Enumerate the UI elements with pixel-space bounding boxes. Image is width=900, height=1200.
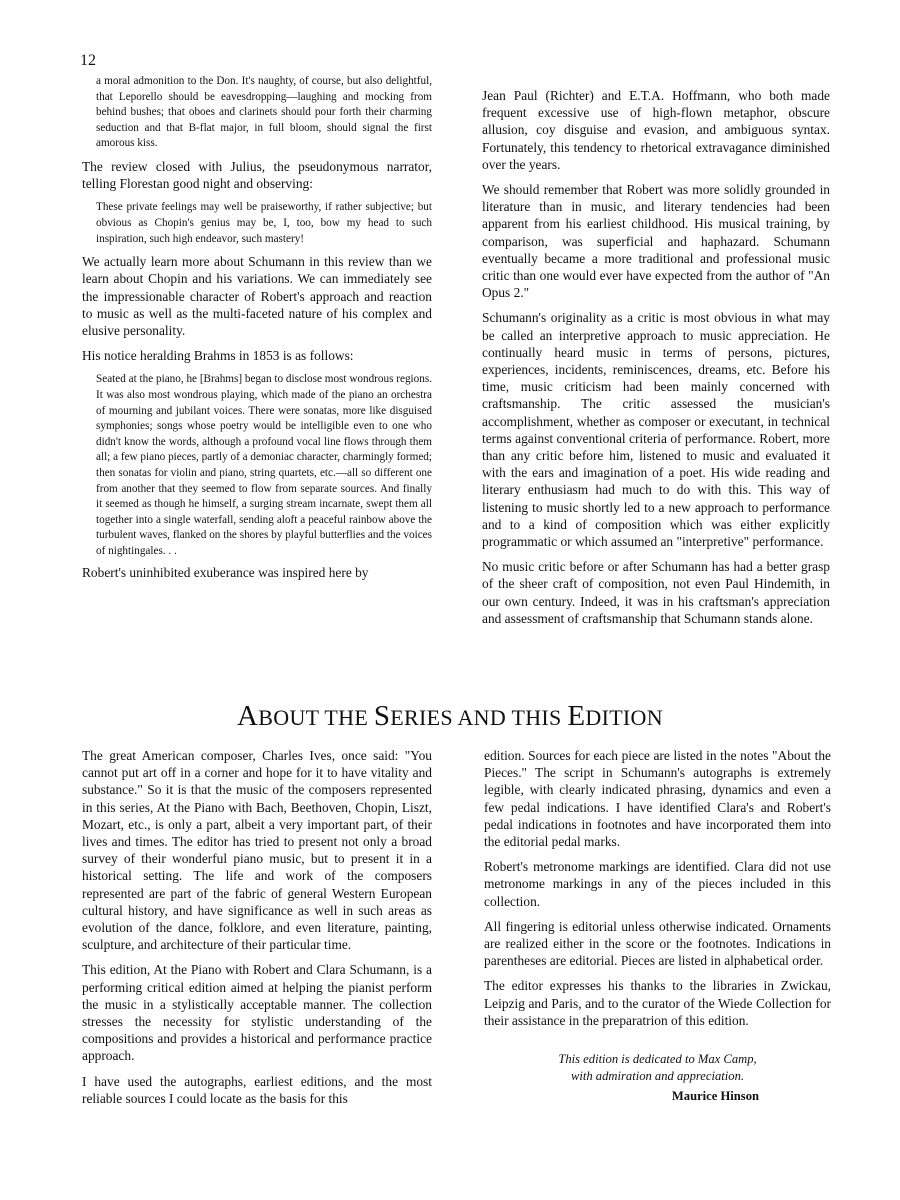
paragraph: No music critic before or after Schumann has had a better grasp of the sheer craft of composition, not even Paul Hindemith, in our own century. Indeed, it was in his craftsman's appreciation and assessment of craftsmanship that Schumann stands alone. xyxy=(482,559,830,626)
paragraph: Schumann's originality as a critic is most obvious in what may be called an interpretive approach to music appreciation. He continually heard music in terms of persons, pictures, experiences, incidents, reminiscences, dreams, etc. Before his time, music criticism had been mainly concerned with craftsmanship. The critic assessed the musician's accomplishment, whether as composer or executant, in technical terms against conventional criteria of performance. Robert, more than any critic before him, listened to music and evaluated it with the ears and imagination of a poet. His wide reading and literary enthusiasm had much to do with this. This way of listening to music shortly led to a new approach to performance and to a kind of composition which was either explicitly programmatic or which assumed an "interpretive" performance. xyxy=(482,310,830,550)
brahms-quote: Seated at the piano, he [Brahms] began to disclose most wondrous regions. It was also most wondrous playing, which made of the piano an orchestra of mourning and jubilant voices. There were sonatas, more like disguised symphonies; songs whose poetry would be intelligible even to one who didn't know the words, although a profound vocal line flows through them all; a few piano pieces, partly of a demoniac character, charmingly formed; then sonatas for violin and piano, string quartets, etc.—all so different one from another that they seemed to flow from separate sources. And finally it seemed as though he himself, a surging stream incarnate, swept them all together into a single waterfall, sending aloft a peaceful rainbow above the turbulent waves, flanked on the shores by playful butterflies and the voices of nightingales. . . xyxy=(96,373,432,557)
dedication xyxy=(484,1051,831,1085)
top-left-column xyxy=(82,74,432,589)
heading-initial: S xyxy=(373,700,391,732)
heading-initial: A xyxy=(237,700,259,732)
section-heading xyxy=(0,700,900,733)
paragraph: Jean Paul (Richter) and E.T.A. Hoffmann, who both made frequent excessive use of high-flown metaphor, obscure allusion, coy disguise and evasion, and ambiguous syntax. Fortunately, this tendency to rhetorical extravagance diminished over the years. xyxy=(482,88,830,172)
bottom-right-column xyxy=(484,747,831,1104)
heading-smallcaps: DITION xyxy=(585,705,663,730)
paragraph: The review closed with Julius, the pseudonymous narrator, telling Florestan good night and observing: xyxy=(82,158,432,192)
top-right-column xyxy=(482,87,830,635)
heading-initial: E xyxy=(567,700,586,732)
paragraph: The editor expresses his thanks to the libraries in Zwickau, Leipzig and Paris, and to the curator of the Wiede Collection for their assistance in the preparatrion of this edition. xyxy=(484,978,831,1028)
paragraph: We actually learn more about Schumann in this review than we learn about Chopin and his variations. We can immediately see the impressionable character of Robert's approach and reaction to music as well as the multi-faceted nature of his complex and elusive personality. xyxy=(82,254,432,338)
paragraph: This edition, At the Piano with Robert and Clara Schumann, is a performing critical edition aimed at helping the pianist perform the music in a stylistically acceptable manner. The collection stresses the necessity for stylistic understanding of the compositions and provides a historical and performance practice approach. xyxy=(82,962,432,1064)
paragraph: I have used the autographs, earliest editions, and the most reliable sources I could locate as the basis for this xyxy=(82,1073,432,1106)
dedication-line: This edition is dedicated to Max Camp, xyxy=(558,1052,757,1067)
signature: Maurice Hinson xyxy=(671,1089,759,1104)
paragraph: All fingering is editorial unless otherwise indicated. Ornaments are realized either in the score or the footnotes. Indications in parentheses are editorial. Pieces are listed in alphabetical order. xyxy=(484,918,831,969)
paragraph: edition. Sources for each piece are listed in the notes "About the Pieces." The script in Schumann's autographs is extremely legible, with clearly indicated phrasing, dynamics and even a few pedal indications. I have identified Clara's and Robert's pedal indications in footnotes and have incorporated them into the editorial pedal marks. xyxy=(484,748,831,850)
paragraph: We should remember that Robert was more solidly grounded in literature than in music, and literary tendencies had been apparent from his earliest childhood. His musical training, by comparison, was superficial and haphazard. Schumann eventually became a more traditional and professional music critic than one would ever have expected from the author of "An Opus 2." xyxy=(482,182,830,301)
paragraph: The great American composer, Charles Ives, once said: "You cannot put art off in a corner and hope for it to have vitality and substance." So it is that the music of the composers represented in this series, At the Piano with Bach, Beethoven, Chopin, Liszt, Mozart, etc., is only a part, albeit a very important part, of their lives and times. The editor has tried to present not only a broad survey of their wonderful piano music, but to present it in a historical setting. The life and work of the composers represented are part of the fabric of general Western European cultural history, and have significance as well in such areas as evolution of the dance, folklore, and even literature, painting, sculpture, and architecture of their particular time. xyxy=(82,748,432,953)
paragraph: His notice heralding Brahms in 1853 is as follows: xyxy=(82,348,354,364)
heading-smallcaps: ERIES AND THIS xyxy=(390,705,568,730)
julius-quote: These private feelings may well be praiseworthy, if rather subjective; but obvious as Chopin's genius may be, I, too, bow my head to such inspiration, such high endeavor, such mastery! xyxy=(96,201,432,245)
bottom-left-column xyxy=(82,747,432,1115)
don-giovanni-quote: a moral admonition to the Don. It's naughty, of course, but also delightful, that Leporello should be eavesdropping—laughing and mocking from behind bushes; that oboes and clarinets should pour forth their charming seduction and that B-flat major, in full bloom, should signal the first amorous kiss. xyxy=(96,75,432,150)
page-number: 12 xyxy=(80,52,96,69)
paragraph: Robert's metronome markings are identified. Clara did not use metronome markings in any of the pieces included in this collection. xyxy=(484,859,831,909)
dedication-line: with admiration and appreciation. xyxy=(570,1069,745,1084)
paragraph: Robert's uninhibited exuberance was inspired here by xyxy=(82,564,369,580)
heading-smallcaps: BOUT THE xyxy=(258,705,374,730)
